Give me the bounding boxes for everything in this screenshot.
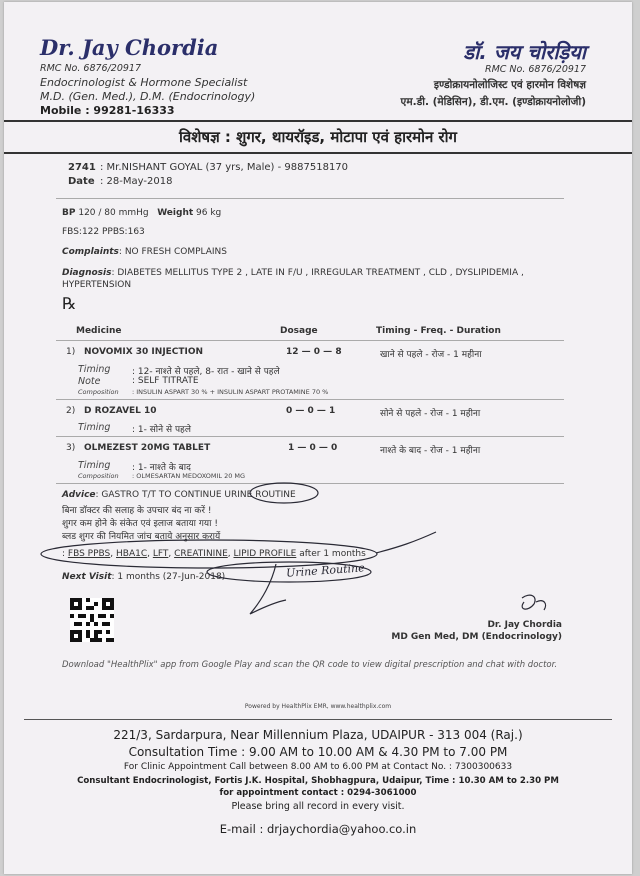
med-1-name: NOVOMIX 30 INJECTION [84,347,204,357]
complaints-label: Complaints [62,247,119,257]
advice-hindi-3: ब्लड शुगर की नियमित जांच बताये अनुसार करायें [62,532,221,542]
doctor-name-en: Dr. Jay Chordia [40,35,219,60]
med-1-comp-label: Composition [78,388,119,396]
diagnosis-text-2: HYPERTENSION [62,280,132,290]
weight-value: 96 kg [196,208,222,218]
specialty-hi: इण्डोक्रायनोलोजिस्ट एवं हारमोन विशेषज्ञ [433,79,586,91]
med-2-timing: : 1- सोने से पहले [132,425,191,435]
handwriting-overlay [4,2,632,874]
degree-en: M.D. (Gen. Med.), D.M. (Endocrinology) [40,90,256,103]
med-2-name: D ROZAVEL 10 [84,406,157,416]
tests-separator: , [168,549,175,559]
footer-email[interactable]: E-mail : drjaychordia@yahoo.co.in [219,822,417,836]
complaints-text: : NO FRESH COMPLAINS [118,247,227,257]
med-1-note-label: Note [78,376,101,387]
med-1-timing-label: Timing [78,364,111,375]
powered-by: Powered by HealthPlix EMR, www.healthplix.com [244,703,392,710]
tests-separator: , [227,549,234,559]
ink-stroke [376,532,436,553]
footer-appointment: For Clinic Appointment Call between 8.00 AM to 6.00 PM at Contact No. : 7300300633 [123,762,513,772]
mobile: Mobile : 99281-16333 [40,104,175,117]
diagnosis-label: Diagnosis [62,268,112,278]
med-1-freq: खाने से पहले - रोज - 1 महीना [380,350,482,360]
test-fbs-ppbs: FBS PPBS [67,549,111,559]
med-1-timing: : 12- नाश्ते से पहले, 8- रात - खाने से पहले [132,367,280,377]
med-1-comp: : INSULIN ASPART 30 % + INSULIN ASPART PROTAMINE 70 % [132,388,329,396]
patient-info: : Mr.NISHANT GOYAL (37 yrs, Male) - 9887518170 [100,162,349,173]
test-lipid-profile: LIPID PROFILE [233,549,297,559]
signature-name: Dr. Jay Chordia [487,620,562,630]
footer-address: 221/3, Sardarpura, Near Millennium Plaza, UDAIPUR - 313 004 (Raj.) [113,728,523,742]
handwritten-urine-routine: Urine Routine [285,561,366,580]
footer-fortis: Consultant Endocrinologist, Fortis J.K. Hospital, Shobhagpura, Udaipur, Time : 10.30 AM to 2.30 PM [77,776,559,786]
med-2-dosage: 0 — 0 — 1 [286,406,336,416]
header-medicine: Medicine [76,326,122,336]
specialty-banner: विशेषज्ञ : शुगर, थायरॉइड, मोटापा एवं हारमोन रोग [4,120,632,154]
header-dosage: Dosage [280,326,318,336]
med-2-no: 2) [66,406,76,416]
advice-text: : GASTRO T/T TO CONTINUE URINE ROUTINE [95,490,296,500]
test-creatinine: CREATININE [174,549,228,559]
patient-id: 2741 [68,162,96,173]
med-3-no: 3) [66,443,76,453]
med-3-timing-label: Timing [78,460,111,471]
visit-date: : 28-May-2018 [100,176,173,187]
test-hba1c: HBA1C [116,549,148,559]
tests-suffix: after 1 months [296,549,366,559]
next-visit-text: : 1 months (27-Jun-2018) [111,572,226,582]
next-visit-label: Next Visit [62,572,112,582]
bp-label: BP [62,208,76,218]
qr-code[interactable] [70,598,114,642]
tests-prefix: : [62,549,68,559]
ink-circle-urine [250,483,318,503]
advice-hindi-2: शुगर कम होने के संकेत एवं इलाज बताया गया ! [62,519,218,529]
med-3-name: OLMEZEST 20MG TABLET [84,443,211,453]
header-timing: Timing - Freq. - Duration [376,326,501,336]
advice-label: Advice [62,490,96,500]
tests-separator: , [147,549,153,559]
tests-separator: , [110,549,116,559]
test-lft: LFT [152,549,169,559]
weight-label: Weight [157,208,194,218]
diagnosis-text: : DIABETES MELLITUS TYPE 2 , LATE IN F/U , IRREGULAR TREATMENT , CLD , DYSLIPIDEMIA , [111,268,524,278]
date-label: Date [68,176,95,187]
rx-symbol: ℞ [62,294,77,313]
rmc-en: RMC No. 6876/20917 [40,63,142,74]
prescription-page [4,2,632,874]
med-1-note: : SELF TITRATE [132,376,199,386]
med-1-no: 1) [66,347,76,357]
fbs-values: FBS:122 PPBS:163 [62,227,145,237]
footer-consultation: Consultation Time : 9.00 AM to 10.00 AM & 4.30 PM to 7.00 PM [128,745,508,759]
footer-fortis-contact: for appointment contact : 0294-3061000 [219,788,417,798]
signature-qualification: MD Gen Med, DM (Endocrinology) [391,632,562,642]
rmc-hi: RMC No. 6876/20917 [484,64,586,75]
med-3-freq: नाश्ते के बाद - रोज - 1 महीना [380,446,481,456]
ink-stroke [250,564,286,614]
med-3-comp: : OLMESARTAN MEDOXOMIL 20 MG [132,472,246,480]
doctor-name-hi: डॉ. जय चोरड़िया [463,40,586,64]
signature-scribble [522,595,546,610]
med-2-freq: सोने से पहले - रोज - 1 महीना [380,409,481,419]
med-3-timing: : 1- नाश्ते के बाद [132,463,191,473]
med-3-comp-label: Composition [78,472,119,480]
footer-divider [24,719,612,720]
med-1-dosage: 12 — 0 — 8 [286,347,342,357]
footer-records: Please bring all record in every visit. [231,801,405,812]
specialty-en: Endocrinologist & Hormone Specialist [40,76,248,89]
app-note: Download "HealthPlix" app from Google Play and scan the QR code to view digital prescription and chat with doctor. [62,660,558,670]
med-3-dosage: 1 — 0 — 0 [288,443,338,453]
bp-value: 120 / 80 mmHg [78,208,149,218]
med-2-timing-label: Timing [78,422,111,433]
degree-hi: एम.डी. (मेडिसिन), डी.एम. (इण्डोक्रायनोलोजी) [400,96,586,108]
advice-hindi-1: बिना डॉक्टर की सलाह के उपचार बंद ना करें ! [62,506,212,516]
